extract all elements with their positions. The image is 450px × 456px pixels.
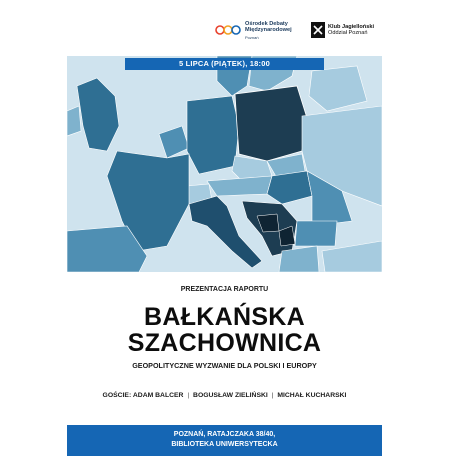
kj-logo-text <box>328 24 374 37</box>
report-subtitle: GEOPOLITYCZNE WYZWANIE DLA POLSKI I EUROPY <box>132 361 317 370</box>
report-kicker: PREZENTACJA RAPORTU <box>180 286 269 293</box>
date-banner: 5 LIPCA (PIĄTEK), 18:00 <box>125 58 324 70</box>
poster <box>67 11 382 448</box>
guest-name: MICHAŁ KUCHARSKI <box>277 392 347 399</box>
odm-logo[interactable] <box>215 21 292 41</box>
report-title <box>67 304 382 356</box>
odm-line1: Ośrodek Debaty <box>245 21 288 27</box>
venue-address: POZNAŃ, RATAJCZAKA 38/40, <box>173 431 276 438</box>
odm-line2: Międzynarodowej <box>245 27 292 34</box>
odm-rings-icon <box>215 23 241 37</box>
guests-label: GOŚCIE: <box>102 392 132 399</box>
guest-name: BOGUSŁAW ZIELIŃSKI <box>193 392 268 399</box>
europe-map <box>67 56 382 272</box>
kj-line2: Oddział Poznań <box>328 30 368 36</box>
europe-map-graphic <box>67 56 382 272</box>
guest-separator: | <box>271 392 274 399</box>
guest-name: ADAM BALCER <box>132 392 184 399</box>
guest-separator: | <box>187 392 190 399</box>
title-line-1: BAŁKAŃSKA <box>143 303 306 331</box>
odm-logo-text <box>245 21 292 41</box>
title-line-2: SZACHOWNICA <box>127 329 322 357</box>
odm-line3: Poznań <box>245 34 259 40</box>
kj-logo[interactable] <box>311 22 374 38</box>
venue-footer <box>67 425 382 456</box>
kj-cross-keys-icon <box>311 22 325 38</box>
guests-line <box>67 392 382 399</box>
venue-name: BIBLIOTEKA UNIWERSYTECKA <box>171 441 278 448</box>
kj-line1: Klub Jagielloński <box>328 23 375 30</box>
